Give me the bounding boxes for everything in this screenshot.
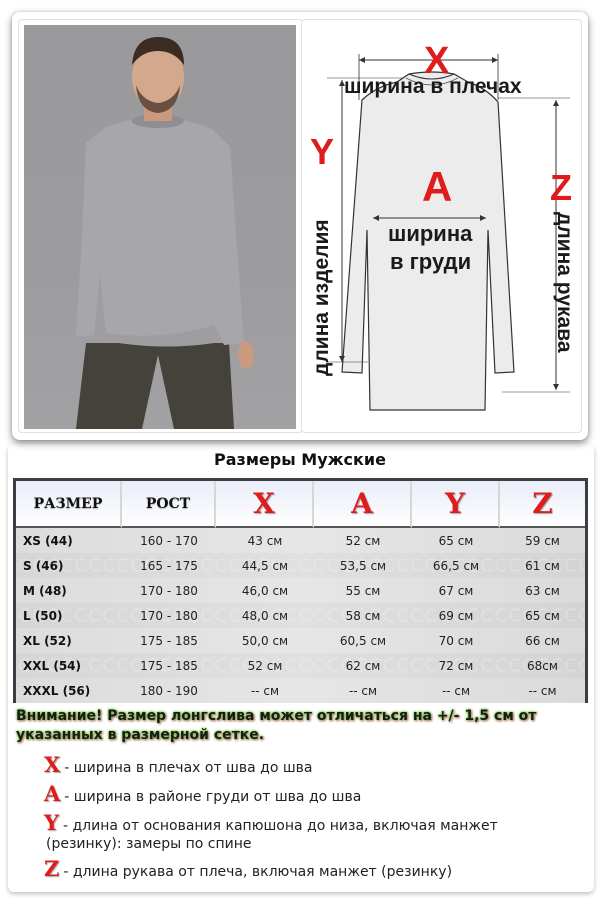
header-y: Y — [412, 481, 500, 528]
cell-height: 175 - 185 — [140, 658, 198, 673]
a-caption-line1: ширина — [388, 221, 473, 246]
table-row — [16, 678, 585, 703]
cell-y: 72 см — [438, 658, 474, 673]
header-size: РАЗМЕР — [16, 481, 122, 528]
a-marker: A — [422, 163, 453, 210]
legend-letter-a: A — [44, 781, 61, 806]
legend-item-z — [44, 856, 452, 881]
legend-item-x — [44, 752, 312, 777]
cell-height: 180 - 190 — [140, 683, 198, 698]
cell-a: 62 см — [345, 658, 381, 673]
cell-y: 67 см — [438, 583, 474, 598]
table-header-row — [16, 481, 585, 528]
legend-text-y: - длина от основания капюшона до низа, включая манжет — [63, 818, 498, 834]
cell-z: 59 см — [525, 533, 560, 548]
legend-letter-y: Y — [44, 810, 59, 835]
cell-y: 70 см — [438, 633, 474, 648]
cell-height: 160 - 170 — [140, 533, 198, 548]
cell-height: 170 - 180 — [140, 583, 198, 598]
y-marker: Y — [310, 131, 335, 172]
cell-y: 69 см — [438, 608, 474, 623]
cell-z: 63 см — [525, 583, 560, 598]
legend-text-z: - длина рукава от плеча, включая манжет (резинку) — [63, 864, 453, 880]
cell-size: XXL (54) — [23, 658, 81, 673]
cell-height: 175 - 185 — [140, 633, 198, 648]
product-image-frame — [12, 12, 588, 440]
y-caption: длина изделия — [310, 219, 333, 376]
cell-a: 58 см — [345, 608, 381, 623]
cell-size: M (48) — [23, 583, 67, 598]
table-body — [16, 528, 585, 703]
cell-x: -- см — [250, 683, 280, 698]
cell-size: L (50) — [23, 608, 63, 623]
cell-y: 66,5 см — [432, 558, 480, 573]
legend-text-x: - ширина в плечах от шва до шва — [64, 760, 313, 776]
header-height: РОСТ — [122, 481, 216, 528]
header-x: X — [216, 481, 314, 528]
table-row — [16, 578, 585, 603]
cell-size: S (46) — [23, 558, 64, 573]
header-z: Z — [500, 481, 585, 528]
cell-x: 43 см — [247, 533, 283, 548]
legend-letter-z: Z — [44, 856, 60, 881]
z-marker: Z — [550, 167, 572, 208]
x-caption: ширина в плечах — [344, 75, 522, 98]
cell-height: 170 - 180 — [140, 608, 198, 623]
cell-a: 60,5 см — [339, 633, 387, 648]
cell-a: 52 см — [345, 533, 381, 548]
size-table — [13, 478, 588, 703]
cell-z: -- см — [528, 683, 557, 698]
cell-a: 53,5 см — [339, 558, 387, 573]
cell-size: XXXL (56) — [23, 683, 91, 698]
a-caption-line2: в груди — [390, 249, 472, 274]
cell-size: XS (44) — [23, 533, 73, 548]
cell-x: 50,0 см — [241, 633, 289, 648]
table-row — [16, 603, 585, 628]
model-figure-illustration — [24, 25, 296, 429]
z-caption: длина рукава — [553, 212, 576, 353]
table-row — [16, 553, 585, 578]
table-row — [16, 528, 585, 553]
cell-y: 65 см — [438, 533, 474, 548]
size-tolerance-warning: Внимание! Размер лонгслива может отличаться на +/- 1,5 см от указанных в размерной сетке. — [16, 708, 537, 743]
cell-z: 68см — [527, 658, 558, 673]
cell-x: 48,0 см — [241, 608, 289, 623]
legend-item-a — [44, 781, 361, 806]
measurement-diagram-panel — [301, 19, 582, 433]
x-marker: X — [424, 40, 450, 82]
photo-panel — [18, 19, 303, 433]
cell-x: 44,5 см — [241, 558, 289, 573]
cell-z: 66 см — [525, 633, 560, 648]
header-a: A — [314, 481, 412, 528]
cell-x: 52 см — [247, 658, 283, 673]
model-photo — [24, 25, 296, 429]
cell-z: 61 см — [525, 558, 560, 573]
cell-x: 46,0 см — [241, 583, 289, 598]
legend-text-a: - ширина в районе груди от шва до шва — [64, 789, 362, 805]
cell-y: -- см — [441, 683, 471, 698]
size-table-title: Размеры Мужские — [214, 450, 386, 469]
cell-z: 65 см — [525, 608, 560, 623]
legend-letter-x: X — [44, 752, 61, 777]
table-row — [16, 653, 585, 678]
cell-a: 55 см — [345, 583, 381, 598]
cell-size: XL (52) — [23, 633, 72, 648]
cell-height: 165 - 175 — [140, 558, 198, 573]
cell-a: -- см — [348, 683, 378, 698]
legend-text-y-continuation: (резинку): замеры по спине — [46, 836, 252, 852]
legend-item-y — [44, 810, 498, 835]
table-row — [16, 628, 585, 653]
